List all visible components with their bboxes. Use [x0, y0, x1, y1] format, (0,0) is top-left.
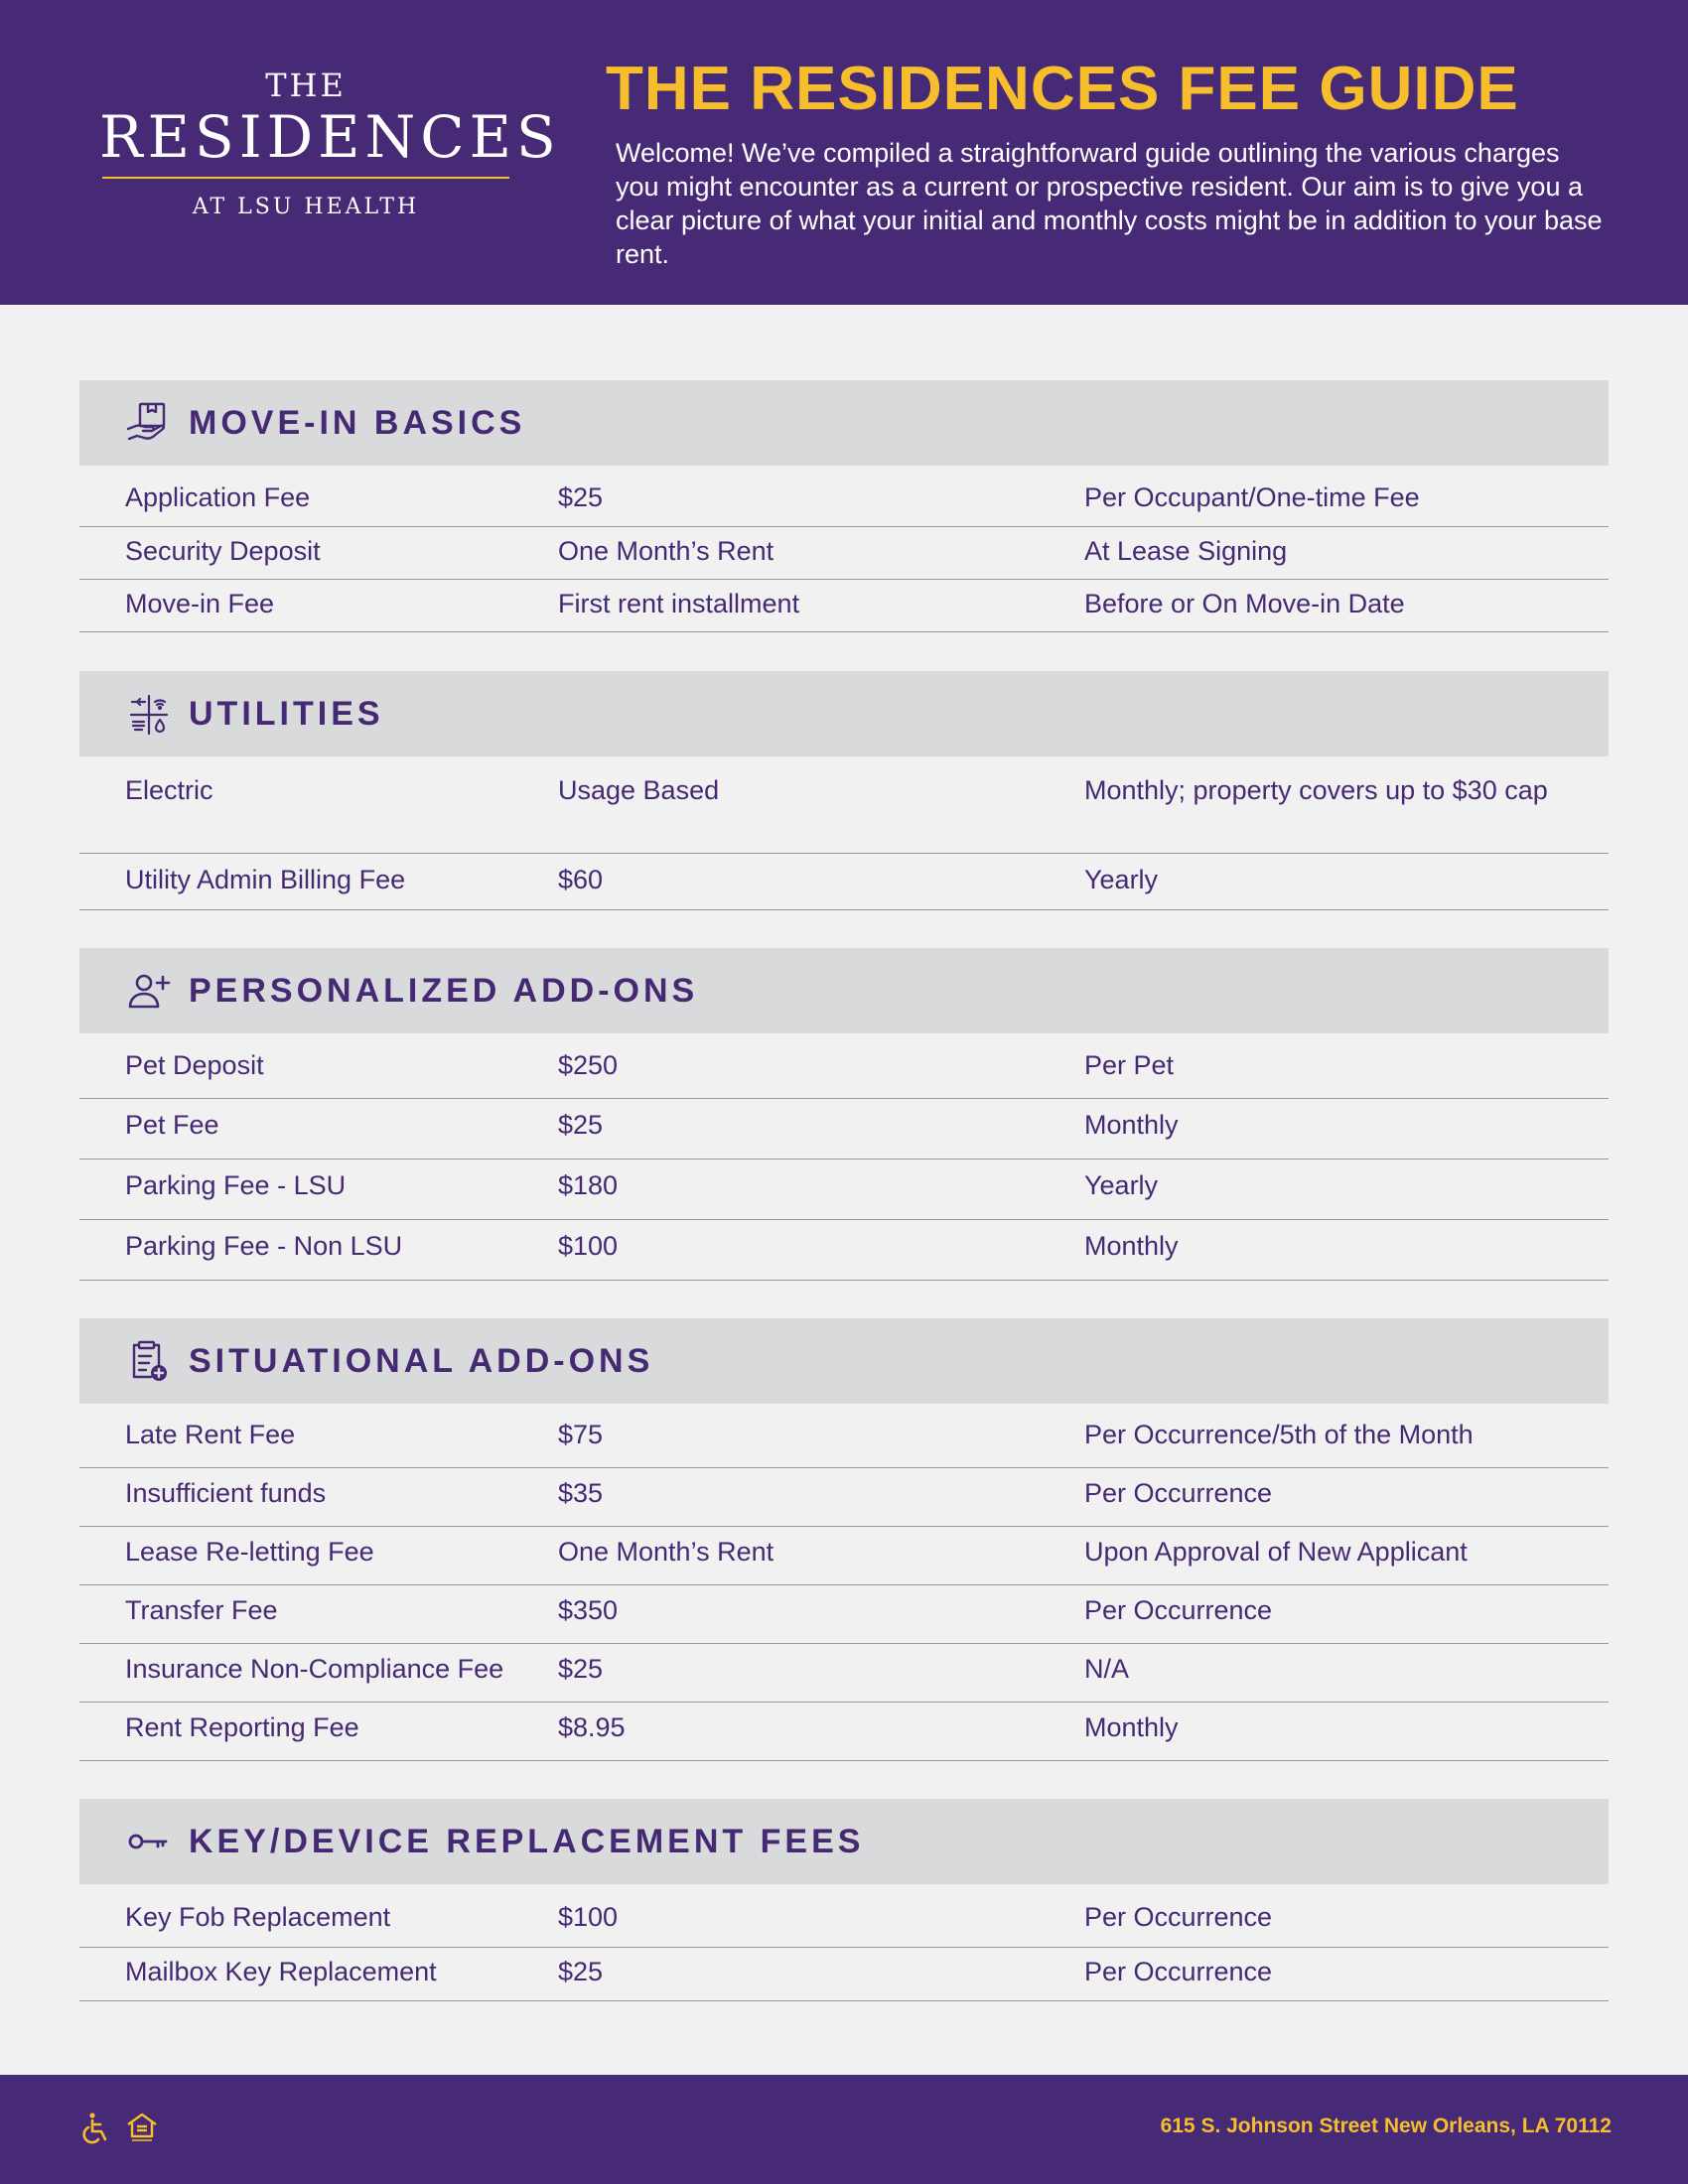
key-icon: [125, 1818, 173, 1865]
utilities-icon: [125, 690, 173, 738]
table-row: [79, 527, 1609, 580]
footer-bar: [0, 2075, 1688, 2184]
fee-amount: One Month’s Rent: [558, 536, 774, 566]
box-in-hand-icon: [125, 399, 173, 447]
table-row: [79, 1220, 1609, 1281]
fee-amount: $350: [558, 1595, 619, 1625]
section-header: [79, 948, 1609, 1033]
footer-icons: [77, 2111, 159, 2144]
header-banner: [0, 0, 1688, 305]
fee-name: Application Fee: [125, 482, 311, 512]
table-row: [79, 1099, 1609, 1160]
section-title: SITUATIONAL ADD-ONS: [189, 1341, 654, 1380]
page-title: THE RESIDENCES FEE GUIDE: [606, 55, 1519, 123]
fee-name: Parking Fee - Non LSU: [125, 1231, 403, 1261]
fee-frequency: Per Occurrence: [1084, 1957, 1273, 1986]
section-header: [79, 671, 1609, 756]
logo-subtitle: AT LSU HEALTH: [192, 195, 420, 219]
fee-frequency: Monthly; property covers up to $30 cap: [1084, 775, 1548, 805]
fee-name: Pet Deposit: [125, 1050, 264, 1080]
section-situational-add-ons: [79, 1318, 1609, 1761]
fee-amount: $100: [558, 1231, 619, 1261]
fee-frequency: Monthly: [1084, 1110, 1179, 1140]
table-row: [79, 1585, 1609, 1644]
table-row: [79, 756, 1609, 854]
table-row: [79, 1884, 1609, 1948]
equal-housing-icon: [125, 2111, 159, 2144]
table-row: [79, 580, 1609, 632]
table-row: [79, 1033, 1609, 1099]
fee-frequency: At Lease Signing: [1084, 536, 1288, 566]
logo-the: THE: [265, 67, 347, 104]
section-key-device-replacement: [79, 1799, 1609, 2001]
section-personalized-add-ons: [79, 948, 1609, 1281]
fee-name: Utility Admin Billing Fee: [125, 865, 406, 894]
residences-logo: [99, 66, 561, 219]
fee-name: Move-in Fee: [125, 589, 275, 618]
fee-name: Late Rent Fee: [125, 1420, 296, 1449]
fee-frequency: Per Occurrence/5th of the Month: [1084, 1420, 1474, 1449]
fee-name: Rent Reporting Fee: [125, 1712, 359, 1742]
fee-name: Transfer Fee: [125, 1595, 278, 1625]
fee-frequency: Per Occurrence: [1084, 1595, 1273, 1625]
fee-frequency: Per Occupant/One-time Fee: [1084, 482, 1420, 512]
fee-frequency: Monthly: [1084, 1712, 1179, 1742]
fee-amount: $25: [558, 482, 604, 512]
footer-address: 615 S. Johnson Street New Orleans, LA 70112: [1160, 2115, 1612, 2137]
section-title: UTILITIES: [189, 694, 384, 733]
fee-amount: $25: [558, 1654, 604, 1684]
table-row: [79, 854, 1609, 910]
section-title: KEY/DEVICE REPLACEMENT FEES: [189, 1822, 865, 1860]
fee-frequency: Monthly: [1084, 1231, 1179, 1261]
accessibility-icon: [77, 2111, 111, 2144]
logo-name: RESIDENCES: [99, 103, 561, 171]
section-title: PERSONALIZED ADD-ONS: [189, 971, 699, 1010]
fee-frequency: Per Occurrence: [1084, 1902, 1273, 1932]
fee-amount: $75: [558, 1420, 604, 1449]
table-row: [79, 1703, 1609, 1761]
fee-amount: $100: [558, 1902, 619, 1932]
section-header: [79, 1799, 1609, 1884]
fee-name: Insurance Non-Compliance Fee: [125, 1654, 504, 1684]
fee-amount: $60: [558, 865, 604, 894]
section-utilities: [79, 671, 1609, 910]
fee-frequency: Before or On Move-in Date: [1084, 589, 1405, 618]
fee-name: Mailbox Key Replacement: [125, 1957, 437, 1986]
fee-name: Key Fob Replacement: [125, 1902, 391, 1932]
fee-frequency: Yearly: [1084, 865, 1159, 894]
fee-amount: $25: [558, 1957, 604, 1986]
section-move-in-basics: [79, 380, 1609, 632]
fee-frequency: Yearly: [1084, 1170, 1159, 1200]
fee-frequency: Per Occurrence: [1084, 1478, 1273, 1508]
fee-name: Electric: [125, 775, 213, 805]
table-row: [79, 1527, 1609, 1585]
logo-rule: [102, 177, 509, 179]
fee-amount: First rent installment: [558, 589, 800, 618]
fee-amount: $180: [558, 1170, 619, 1200]
fee-amount: $250: [558, 1050, 619, 1080]
fee-frequency: Upon Approval of New Applicant: [1084, 1537, 1468, 1567]
table-row: [79, 1644, 1609, 1703]
fee-frequency: N/A: [1084, 1654, 1130, 1684]
fee-name: Security Deposit: [125, 536, 321, 566]
fee-frequency: Per Pet: [1084, 1050, 1175, 1080]
section-header: [79, 380, 1609, 466]
fee-amount: $35: [558, 1478, 604, 1508]
fee-name: Pet Fee: [125, 1110, 219, 1140]
section-title: MOVE-IN BASICS: [189, 403, 526, 442]
fee-name: Insufficient funds: [125, 1478, 327, 1508]
fee-amount: $8.95: [558, 1712, 626, 1742]
fee-name: Lease Re-letting Fee: [125, 1537, 374, 1567]
fee-amount: $25: [558, 1110, 604, 1140]
intro-paragraph: Welcome! We’ve compiled a straightforward guide outlining the various charges you might encounter as a current or prospective resident. Our aim is to give you a clear picture of what your initial and monthly costs might be in addition to your base rent.: [616, 138, 1603, 269]
table-row: [79, 466, 1609, 527]
table-row: [79, 1468, 1609, 1527]
section-header: [79, 1318, 1609, 1404]
fee-name: Parking Fee - LSU: [125, 1170, 347, 1200]
clipboard-plus-icon: [125, 1337, 173, 1385]
fee-amount: Usage Based: [558, 775, 720, 805]
user-plus-icon: [125, 967, 173, 1015]
table-row: [79, 1404, 1609, 1468]
table-row: [79, 1160, 1609, 1220]
fee-amount: One Month’s Rent: [558, 1537, 774, 1567]
table-row: [79, 1948, 1609, 2001]
